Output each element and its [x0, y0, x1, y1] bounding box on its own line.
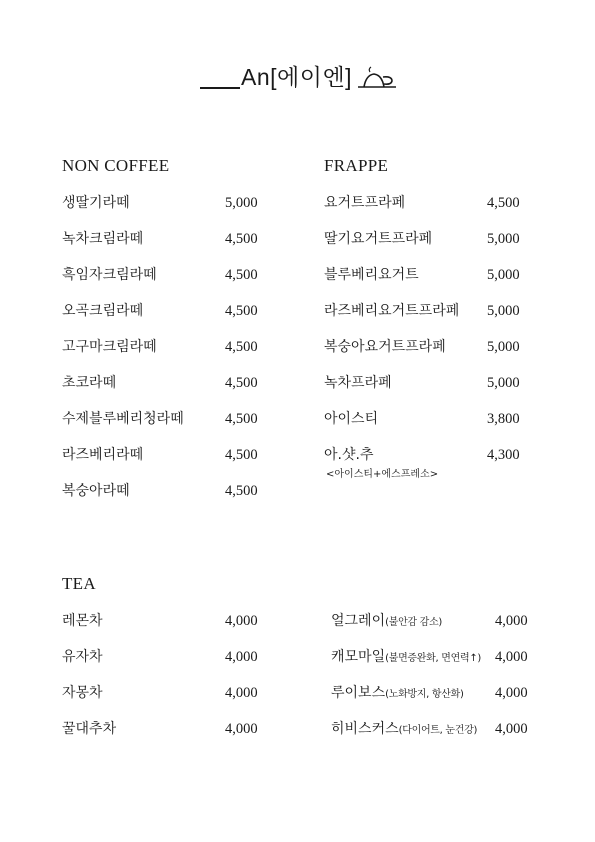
list-item	[331, 610, 551, 632]
item-price: 3,800	[487, 411, 520, 427]
item-price: 4,500	[225, 411, 258, 427]
item-price: 4,500	[225, 303, 258, 319]
item-name: 라즈베리요거트프라페	[324, 303, 460, 319]
list-item	[62, 682, 282, 704]
section-title-tea: TEA	[62, 574, 96, 593]
item-name: 꿀대추차	[62, 721, 117, 737]
list-item	[324, 300, 544, 322]
item-price: 4,000	[225, 685, 258, 701]
list-item	[62, 372, 282, 394]
item-price: 4,000	[495, 649, 528, 665]
item-name	[331, 646, 481, 670]
item-price: 4,000	[495, 721, 528, 737]
item-name: 녹차프라페	[324, 375, 392, 391]
item-name: 생딸기라떼	[62, 195, 130, 211]
item-name: 복숭아라떼	[62, 483, 130, 499]
item-name-text: 얼그레이	[331, 613, 386, 629]
list-item	[62, 444, 282, 466]
list-item	[62, 408, 282, 430]
list-item	[62, 610, 282, 632]
item-price: 5,000	[487, 339, 520, 355]
item-name: 요거트프라페	[324, 195, 406, 211]
item-name: 자몽차	[62, 685, 103, 701]
list-item	[331, 646, 551, 668]
list-item	[324, 444, 544, 466]
list-item	[62, 228, 282, 250]
item-name: 수제블루베리청라떼	[62, 411, 184, 427]
list-item	[62, 646, 282, 668]
list-item	[62, 192, 282, 214]
section-title-non-coffee: NON COFFEE	[62, 156, 170, 175]
item-price: 5,000	[487, 303, 520, 319]
item-price: 4,500	[487, 195, 520, 211]
item-price: 4,000	[495, 613, 528, 629]
item-name: 레몬차	[62, 613, 103, 629]
list-item	[324, 264, 544, 286]
item-name: 고구마크림라떼	[62, 339, 157, 355]
item-note: <아이스티+에스프레소>	[326, 469, 439, 480]
list-item	[324, 228, 544, 250]
item-price: 5,000	[487, 267, 520, 283]
item-price: 4,500	[225, 483, 258, 499]
item-price: 4,000	[225, 721, 258, 737]
item-name-text: 루이보스	[331, 685, 386, 701]
list-item	[62, 264, 282, 286]
item-price: 4,000	[225, 649, 258, 665]
item-note: (다이어트, 눈건강)	[398, 725, 478, 736]
item-name: 유자차	[62, 649, 103, 665]
item-price: 5,000	[487, 375, 520, 391]
item-name: 아이스티	[324, 411, 379, 427]
item-price: 5,000	[225, 195, 258, 211]
item-price: 4,500	[225, 339, 258, 355]
coffee-cup-icon	[356, 65, 398, 91]
item-price: 4,300	[487, 447, 520, 463]
list-item	[62, 718, 282, 740]
item-price: 4,500	[225, 447, 258, 463]
item-price: 5,000	[487, 231, 520, 247]
item-note: (불면증완화, 면연력↑)	[385, 653, 482, 664]
list-item	[324, 408, 544, 430]
item-name	[331, 610, 442, 634]
item-price: 4,500	[225, 267, 258, 283]
logo-underline	[200, 87, 240, 89]
item-name: 초코라떼	[62, 375, 117, 391]
list-item	[62, 300, 282, 322]
item-name: 딸기요거트프라페	[324, 231, 433, 247]
item-name-text: 히비스커스	[331, 721, 399, 737]
list-item	[324, 372, 544, 394]
item-price: 4,500	[225, 231, 258, 247]
item-name	[331, 718, 477, 742]
list-item	[331, 718, 551, 740]
item-name: 복숭아요거트프라페	[324, 339, 446, 355]
item-name: 블루베리요거트	[324, 267, 419, 283]
item-note: (불안감 감소)	[385, 617, 442, 628]
brand-name: An[에이엔]	[241, 64, 353, 90]
item-name	[331, 682, 464, 706]
item-price: 4,000	[225, 613, 258, 629]
item-price: 4,500	[225, 375, 258, 391]
section-title-frappe: FRAPPE	[324, 156, 389, 175]
list-item	[62, 480, 282, 502]
item-price: 4,000	[495, 685, 528, 701]
list-item	[324, 192, 544, 214]
list-item	[331, 682, 551, 704]
item-name: 녹차크림라떼	[62, 231, 144, 247]
list-item	[324, 336, 544, 358]
list-item	[62, 336, 282, 358]
item-name: 흑임자크림라떼	[62, 267, 157, 283]
item-name: 라즈베리라떼	[62, 447, 144, 463]
item-note: (노화방지, 항산화)	[385, 689, 464, 700]
item-name-text: 캐모마일	[331, 649, 386, 665]
item-name: 오곡크림라떼	[62, 303, 144, 319]
item-name: 아.샷.추	[324, 447, 374, 463]
